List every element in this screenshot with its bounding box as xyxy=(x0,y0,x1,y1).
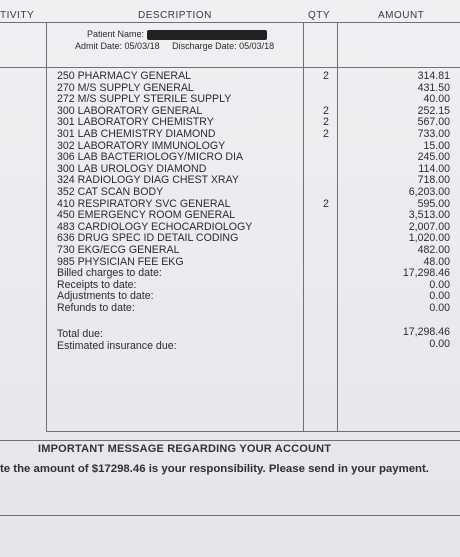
line-item-amount: 3,513.00 xyxy=(408,209,450,222)
line-item-amount: 114.00 xyxy=(418,162,450,175)
admit-date: 05/03/18 xyxy=(124,41,160,51)
line-item-amount: 48.00 xyxy=(423,255,450,268)
line-item-description: 300 LAB UROLOGY DIAMOND xyxy=(57,162,207,175)
line-item-amount: 6,203.00 xyxy=(408,185,450,198)
line-item-qty xyxy=(318,210,334,222)
line-item-description: 272 M/S SUPPLY STERILE SUPPLY xyxy=(57,93,232,106)
line-item-amount: 718.00 xyxy=(417,174,450,187)
line-item-description: Adjustments to date: xyxy=(57,290,154,303)
description-header: DESCRIPTION xyxy=(138,10,212,21)
amount-header: AMOUNT xyxy=(378,10,425,21)
message-title: IMPORTANT MESSAGE REGARDING YOUR ACCOUNT xyxy=(38,443,332,455)
line-item-amount: 2,007.00 xyxy=(408,220,450,233)
line-item-amount: 40.00 xyxy=(423,93,450,106)
line-item-qty xyxy=(318,187,334,199)
line-item-amount: 314.81 xyxy=(417,70,450,82)
line-item-description: 636 DRUG SPEC ID DETAIL CODING xyxy=(57,232,239,245)
line-item-description: Refunds to date: xyxy=(57,301,135,314)
line-item-description: 300 LABORATORY GENERAL xyxy=(57,104,203,117)
line-item-qty: 2 xyxy=(323,127,329,140)
line-item-description: 450 EMERGENCY ROOM GENERAL xyxy=(57,209,236,222)
line-item-description: 730 EKG/ECG GENERAL xyxy=(57,243,180,256)
totals-labels xyxy=(57,329,177,352)
line-item-description: 352 CAT SCAN BODY xyxy=(57,185,164,198)
line-item-description: 301 LAB CHEMISTRY DIAMOND xyxy=(57,127,216,140)
line-item-qty: 2 xyxy=(323,70,329,82)
qty-header: QTY xyxy=(308,10,331,21)
discharge-date: 05/03/18 xyxy=(239,41,275,51)
total-label: Estimated insurance due: xyxy=(57,339,177,352)
line-item-description: Billed charges to date: xyxy=(57,267,162,280)
activity-header: TIVITY xyxy=(0,10,35,21)
line-item-amount: 1,020.00 xyxy=(408,232,450,245)
line-item-amount: 482.00 xyxy=(417,243,450,256)
totals-amounts xyxy=(403,327,450,350)
total-amount: 17,298.46 xyxy=(402,326,450,338)
line-item-qty: 2 xyxy=(323,104,329,117)
line-item-amount: 15.00 xyxy=(423,139,450,152)
line-item-qty xyxy=(318,268,334,280)
line-item-amount: 0.00 xyxy=(429,301,450,314)
line-item-amount: 17,298.46 xyxy=(402,267,450,280)
line-item-description: 483 CARDIOLOGY ECHOCARDIOLOGY xyxy=(57,220,253,233)
line-item-description: Receipts to date: xyxy=(57,278,137,291)
discharge-label: Discharge Date: xyxy=(172,41,237,51)
line-item-description: 324 RADIOLOGY DIAG CHEST XRAY xyxy=(57,174,239,187)
line-item-qty xyxy=(318,303,334,315)
line-item-qty: 2 xyxy=(323,197,329,210)
admit-label: Admit Date: xyxy=(75,41,123,51)
line-item-qty xyxy=(318,245,334,257)
line-item-amount: 0.00 xyxy=(429,290,450,303)
line-item-amount: 0.00 xyxy=(429,278,450,291)
total-amount: 0.00 xyxy=(429,337,450,350)
qty-column xyxy=(318,71,334,314)
line-item-qty xyxy=(318,152,334,164)
amount-column xyxy=(403,71,450,314)
patient-name-label: Patient Name: xyxy=(87,29,145,39)
message-body: te the amount of $17298.46 is your responsibility. Please send in your payment. xyxy=(0,463,429,475)
line-item-description: 270 M/S SUPPLY GENERAL xyxy=(57,81,194,94)
line-item-description: 985 PHYSICIAN FEE EKG xyxy=(57,255,184,268)
line-item-amount: 733.00 xyxy=(417,127,450,140)
line-item-amount: 431.50 xyxy=(417,81,450,94)
line-item-amount: 595.00 xyxy=(417,197,450,210)
line-item-description: 250 PHARMACY GENERAL xyxy=(57,70,192,82)
line-item-amount: 245.00 xyxy=(417,151,450,164)
line-item-amount: 567.00 xyxy=(417,116,450,129)
description-column xyxy=(57,71,252,314)
line-item-description: 410 RESPIRATORY SVC GENERAL xyxy=(57,197,231,210)
line-item-amount: 252.15 xyxy=(417,104,450,117)
total-label: Total due: xyxy=(57,328,103,340)
line-item-description: 306 LAB BACTERIOLOGY/MICRO DIA xyxy=(57,151,244,164)
line-item-description: 302 LABORATORY IMMUNOLOGY xyxy=(57,139,226,152)
redacted-name xyxy=(147,30,267,40)
patient-info xyxy=(75,28,274,52)
line-item-qty: 2 xyxy=(323,116,329,129)
line-item-description: 301 LABORATORY CHEMISTRY xyxy=(57,116,214,129)
